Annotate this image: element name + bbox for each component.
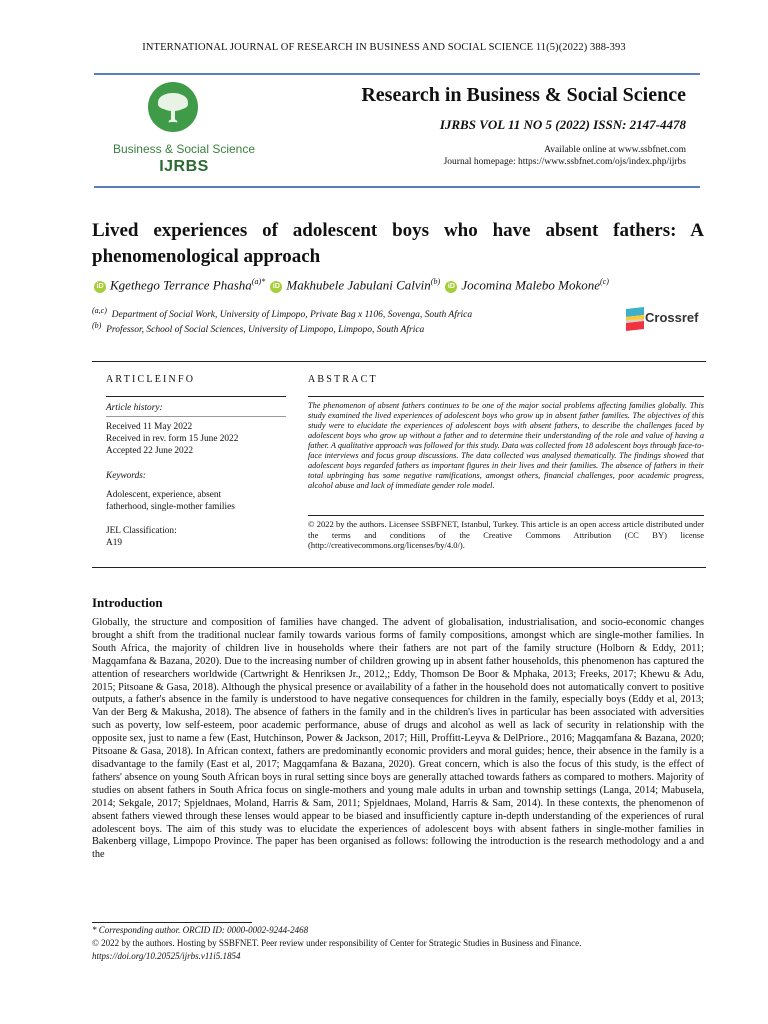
header-bottom-rule xyxy=(94,186,700,188)
affiliation-sup: (a,c) xyxy=(92,306,107,315)
journal-homepage-link[interactable]: Journal homepage: https://www.ssbfnet.com/ojs/index.php/ijrbs xyxy=(443,157,686,167)
license-rule xyxy=(308,515,704,516)
affiliation-text: Department of Social Work, University of Limpopo, Private Bag x 1106, Sovenga, South Africa xyxy=(111,310,473,321)
available-online[interactable]: Available online at www.ssbfnet.com xyxy=(544,145,686,155)
affiliation-1 xyxy=(92,306,472,320)
history-rule xyxy=(106,416,286,417)
journal-volume: IJRBS VOL 11 NO 5 (2022) ISSN: 2147-4478 xyxy=(439,117,686,132)
introduction-body: Globally, the structure and composition of families have changed. The advent of globalisation, industrialisation, and socio-economic changes brought a shift from the traditional nuclear family towards various forms of family compositions, amongst which are single-mother families. In South Africa, the majority of children live in households where their fathers are not part of the family structure (Holborn & Eddy, 2011; Magqamfana & Bazana, 2020). Due to the increasing number of children growing up in absent father households, this phenomenon has captured the attention of researchers worldwide (Cartwright & Henriksen Jr., 2012,; Eddy, Thomson De Boor & Mphaka, 2013; Freeks, 2017; Khewu & Adu, 2015; Pitsoane & Gasa, 2018). Although the physical presence or availability of a father in the household does not automatically convert to positive outputs, a father's absence in the family is understood to have negative consequences for children in the family, especially boys (Eddy et al, 2013; Van der Berg & Makusha, 2018). The absence of fathers in the family and in the children's lives in particular has been associated with adversities such as poverty, low self-esteem, poor academic performance, abuse of drugs and alcohol as well as lack of security in relationship with the opposite sex, just to name a few (East, Hutchinson, Power & Jackson, 2017; Hill, Proffitt-Leyva & DelPriore., 2016; Magqamfana & Bazana, 2020; Pitsoane & Gasa, 2018). In African context, fathers are predominantly economic providers and moral guides; hence, their absence in the family is a disadvantage to the family (East et al, 2017; Magqamfana & Bazana, 2020). Great concern, which is also the focus of this study, is the effect of fathers' absence on young South African boys in rural setting since boys are generally attached towards fathers as compared to mothers. Majority of studies on absent fathers in South Africa focus on single-mothers and young male adults in urban and township settings (Langa, 2014; Mabusela, 2014; Sekgale, 2017; Spjeldnaes, Moland, Harris & Sam, 2011; Spjeldnaes, Moland, Harris & Sam, 2014). In these contexts, the phenomenon of absent fathers viewed through these lenses would appear to be biased and insufficiently capture in-depth understanding of the experiences of rural adolescent boys. The aim of this study was to elucidate the experiences of adolescent boys with absent fathers in single-mother families in Bakenberg village, Limpopo Province. The paper has been organised as follows: following the introduction is the research methodology and a and the xyxy=(92,617,704,861)
author-sup: (a)* xyxy=(251,277,266,286)
paper-title: Lived experiences of adolescent boys who have absent fathers: A phenomenological approach xyxy=(92,220,704,267)
orcid-icon[interactable]: iD xyxy=(270,281,282,293)
crossref-label: Crossref xyxy=(645,310,699,325)
article-info-heading: ARTICLEINFO xyxy=(106,374,196,385)
journal-running-header: INTERNATIONAL JOURNAL OF RESEARCH IN BUSINESS AND SOCIAL SCIENCE 11(5)(2022) 388-393 xyxy=(142,42,626,53)
revised-date: Received in rev. form 15 June 2022 xyxy=(106,434,239,444)
article-info-rule xyxy=(106,396,286,397)
abstract-rule xyxy=(308,396,704,397)
journal-availability xyxy=(444,144,686,168)
crossref-icon xyxy=(626,307,644,331)
jel-label: JEL Classification: xyxy=(106,526,177,536)
abstract-heading: ABSTRACT xyxy=(308,374,378,385)
affiliation-2 xyxy=(92,321,424,335)
orcid-icon[interactable]: iD xyxy=(445,281,457,293)
box-top-rule xyxy=(92,361,706,362)
footnote-rule xyxy=(92,922,252,923)
author-name: Makhubele Jabulani Calvin xyxy=(286,277,431,293)
corresponding-author-note: * Corresponding author. ORCID ID: 0000-0002-9244-2468 xyxy=(92,925,309,935)
journal-title: Research in Business & Social Science xyxy=(361,84,686,106)
license-text: © 2022 by the authors. Licensee SSBFNET, Istanbul, Turkey. This article is an open access article distributed under the terms and conditions of the Creative Commons Attribution (CC BY) license (http://creativecommons.org/licenses/by/4.0/). xyxy=(308,519,704,550)
affiliation-sup: (b) xyxy=(92,321,102,330)
introduction-heading: Introduction xyxy=(92,595,163,610)
journal-logo xyxy=(100,80,268,180)
keywords-line-2: fatherhood, single-mother families xyxy=(106,502,235,512)
box-bottom-rule xyxy=(92,567,706,568)
author-sup: (c) xyxy=(600,277,609,286)
jel-value: A19 xyxy=(106,538,123,548)
keywords-line-1: Adolescent, experience, absent xyxy=(106,490,222,500)
doi-link[interactable]: https://doi.org/10.20525/ijrbs.v11i5.1854 xyxy=(92,951,241,961)
author-name: Jocomina Malebo Mokone xyxy=(461,277,600,293)
logo-line-2: IJRBS xyxy=(159,158,209,175)
received-date: Received 11 May 2022 xyxy=(106,422,193,432)
keywords-label: Keywords: xyxy=(106,471,146,481)
author-list xyxy=(92,277,712,293)
author-name: Kgethego Terrance Phasha xyxy=(110,277,252,293)
abstract-text: The phenomenon of absent fathers continues to be one of the major social problems affecting families globally. This study examined the lived experiences of adolescent boys who grow up in absent father families. The objectives of this study were to elucidate the experiences of adolescent boys with absent fathers, to describe the challenges faced by adolescent boys who grow up without a father and to determine their understanding of the role and value of having a father. A qualitative approach was followed for this study. Data was collected from 18 adolescent boys through face-to-face interviews and focus group discussions. The data collected was analysed thematically. The findings showed that adolescent boys regarded fathers as important figures in their lives and their families. The absence of fathers in their total upbringing has some negative ramifications, amongst others, financial challenges, poor academic progress, alcohol abuse and lack of immediate gender role model. xyxy=(308,401,704,490)
orcid-icon[interactable]: iD xyxy=(94,281,106,293)
article-history-label: Article history: xyxy=(106,403,163,413)
affiliation-text: Professor, School of Social Sciences, University of Limpopo, Limpopo, South Africa xyxy=(106,325,425,336)
accepted-date: Accepted 22 June 2022 xyxy=(106,446,194,456)
logo-line-1: Business & Social Science xyxy=(112,142,256,156)
crossref-logo[interactable] xyxy=(626,305,706,331)
hosting-note: © 2022 by the authors. Hosting by SSBFNET. Peer review under responsibility of Center for Strategic Studies in Business and Finance. xyxy=(92,938,582,948)
author-sup: (b) xyxy=(430,277,441,286)
tree-icon xyxy=(148,82,198,132)
header-top-rule xyxy=(94,73,700,75)
